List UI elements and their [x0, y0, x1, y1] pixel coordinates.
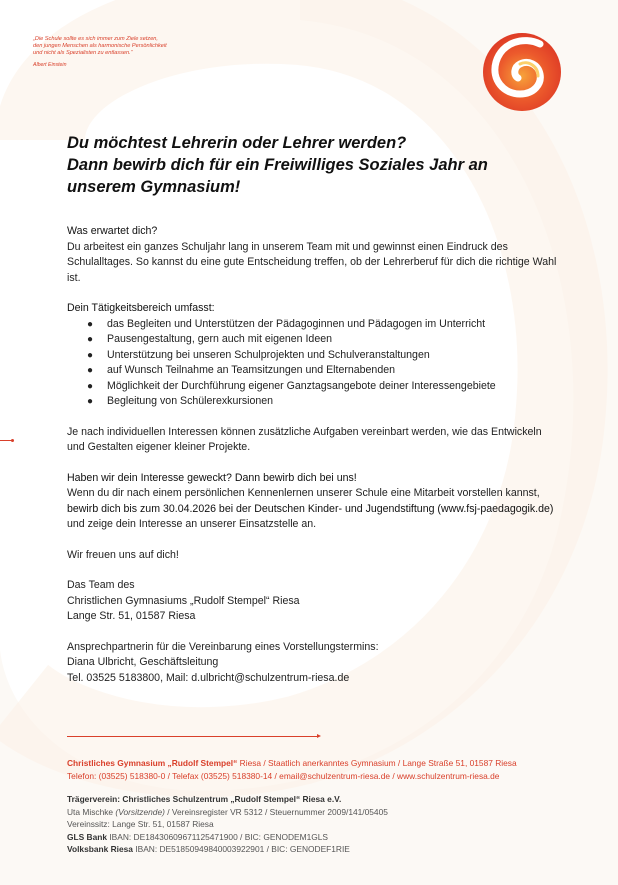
apply-deadline-link[interactable]: bewirb dich bis zum 30.04.2026 bei der Deutschen Kinder- und Jugendstiftung (www.fsj-paedagogik.de) [67, 502, 554, 515]
list-item [67, 394, 562, 410]
signature-line: Christlichen Gymnasiums „Rudolf Stempel“ Riesa [67, 594, 300, 607]
list-item-text: Pausengestaltung, gern auch mit eigenen Ideen [107, 333, 332, 345]
footer-seat: Vereinssitz: Lange Str. 51, 01587 Riesa [67, 819, 214, 829]
list-item [67, 348, 562, 364]
footer-bank2-name: Volksbank Riesa [67, 844, 133, 854]
school-logo-icon [480, 28, 564, 112]
footer-school-name: Christliches Gymnasium „Rudolf Stempel“ [67, 758, 238, 768]
footer-chair-line [67, 806, 587, 819]
list-item-text: Möglichkeit der Durchführung eigener Ganztagsangebote deiner Interessengebiete [107, 379, 496, 392]
bullet-icon: ● [87, 396, 94, 407]
einstein-quote [33, 36, 233, 69]
footer-sponsor [67, 793, 587, 806]
footer-school-line [67, 757, 587, 770]
section-body-additional: Je nach individuellen Interessen können zusätzliche Aufgaben vereinbart werden, wie das Entwickeln und Gestalten eigener kleiner Projekte. [67, 425, 542, 453]
closing-line: Wir freuen uns auf dich! [67, 548, 179, 561]
tasks-heading-colon: : [211, 302, 215, 314]
list-item-text: Begleitung von Schülerexkursionen [107, 395, 274, 407]
apply-text-start: Wenn du dir nach einem persönlichen Kennenlernen unserer Schule eine Mitarbeit vorstellen kannst, [67, 487, 540, 499]
footer-school-rest: Riesa / Staatlich anerkanntes Gymnasium / Lange Straße 51, 01587 Riesa [237, 758, 517, 768]
footer-bank2-details: IBAN: DE51850949840003922901 / BIC: GENODEF1RIE [132, 844, 350, 854]
footer-chair-rest: / Vereinsregister VR 5312 / Steuernummer 2009/141/05405 [164, 806, 388, 817]
bullet-icon: ● [87, 334, 94, 345]
contact-line: Diana Ulbricht, Geschäftsleitung [67, 656, 219, 668]
title-line: Dann bewirb dich für ein Freiwilliges Soziales Jahr an [67, 156, 488, 174]
quote-line: „Die Schule sollte es sich immer zum Ziele setzen, [33, 36, 158, 42]
task-list [67, 317, 562, 410]
list-item [67, 317, 562, 333]
main-content [67, 224, 562, 686]
signature-line: Lange Str. 51, 01587 Riesa [67, 610, 196, 622]
title-line: unserem Gymnasium! [67, 178, 241, 196]
list-item-text: Unterstützung bei unseren Schulprojekten und Schulveranstaltungen [107, 348, 430, 361]
footer-bank1-name: GLS Bank [67, 831, 108, 842]
section-heading-tasks [67, 301, 562, 317]
title-line: Du möchtest Lehrerin oder Lehrer werden? [67, 134, 407, 152]
contact-email-line[interactable]: Tel. 03525 5183800, Mail: d.ulbricht@schulzentrum-riesa.de [67, 671, 350, 684]
apply-text-end: und zeige dein Interesse an unserer Einsatzstelle an. [67, 518, 317, 530]
list-item-text: das Begleiten und Unterstützen der Pädagoginnen und Pädagogen im Unterricht [107, 317, 486, 330]
section-body-expectations: Du arbeitest ein ganzes Schuljahr lang in unserem Team mit und gewinnst einen Eindruck des Schulalltages. So kannst du eine gute Entscheidung treffen, ob der Lehrerberuf für dich die richtige Wahl ist. [67, 240, 557, 284]
footer-chair-role: (Vorsitzende) [115, 806, 165, 817]
bullet-icon: ● [87, 365, 94, 376]
bullet-icon: ● [87, 318, 94, 330]
footer [67, 757, 587, 856]
footer-bank1 [67, 831, 587, 844]
footer-divider [67, 736, 318, 737]
section-heading-apply: Haben wir dein Interesse geweckt? Dann bewirb dich bei uns! [67, 471, 357, 484]
footer-bank1-details: IBAN: DE18430609671125471900 / BIC: GENODEM1GLS [107, 831, 329, 842]
page-title [67, 132, 567, 198]
fold-mark [0, 440, 12, 441]
list-item [67, 379, 562, 395]
list-item [67, 332, 562, 348]
quote-line: den jungen Menschen als harmonische Persönlichkeit [33, 43, 167, 49]
quote-author: Albert Einstein [33, 62, 67, 68]
bullet-icon: ● [87, 380, 94, 392]
list-item-text: auf Wunsch Teilnahme an Teamsitzungen und Elternabenden [107, 364, 395, 376]
signature-line: Das Team des [67, 579, 135, 591]
footer-bank2 [67, 843, 587, 856]
list-item [67, 363, 562, 379]
section-body-apply [67, 486, 562, 533]
footer-chair-name: Uta Mischke [67, 806, 116, 817]
footer-phone-line[interactable]: Telefon: (03525) 518380-0 / Telefax (03525) 518380-14 / email@schulzentrum-riesa.de / www.schulzentrum-riesa.de [67, 770, 500, 781]
tasks-heading-text: Dein Tätigkeitsbereich umfasst [67, 302, 212, 314]
bullet-icon: ● [87, 349, 94, 361]
contact-line: Ansprechpartnerin für die Vereinbarung eines Vorstellungstermins: [67, 640, 379, 653]
footer-sponsor-text: Trägerverein: Christliches Schulzentrum „Rudolf Stempel“ Riesa e.V. [67, 794, 342, 804]
section-heading-expectations: Was erwartet dich? [67, 225, 158, 237]
quote-line: und nicht als Spezialisten zu entlassen.“ [33, 50, 133, 56]
